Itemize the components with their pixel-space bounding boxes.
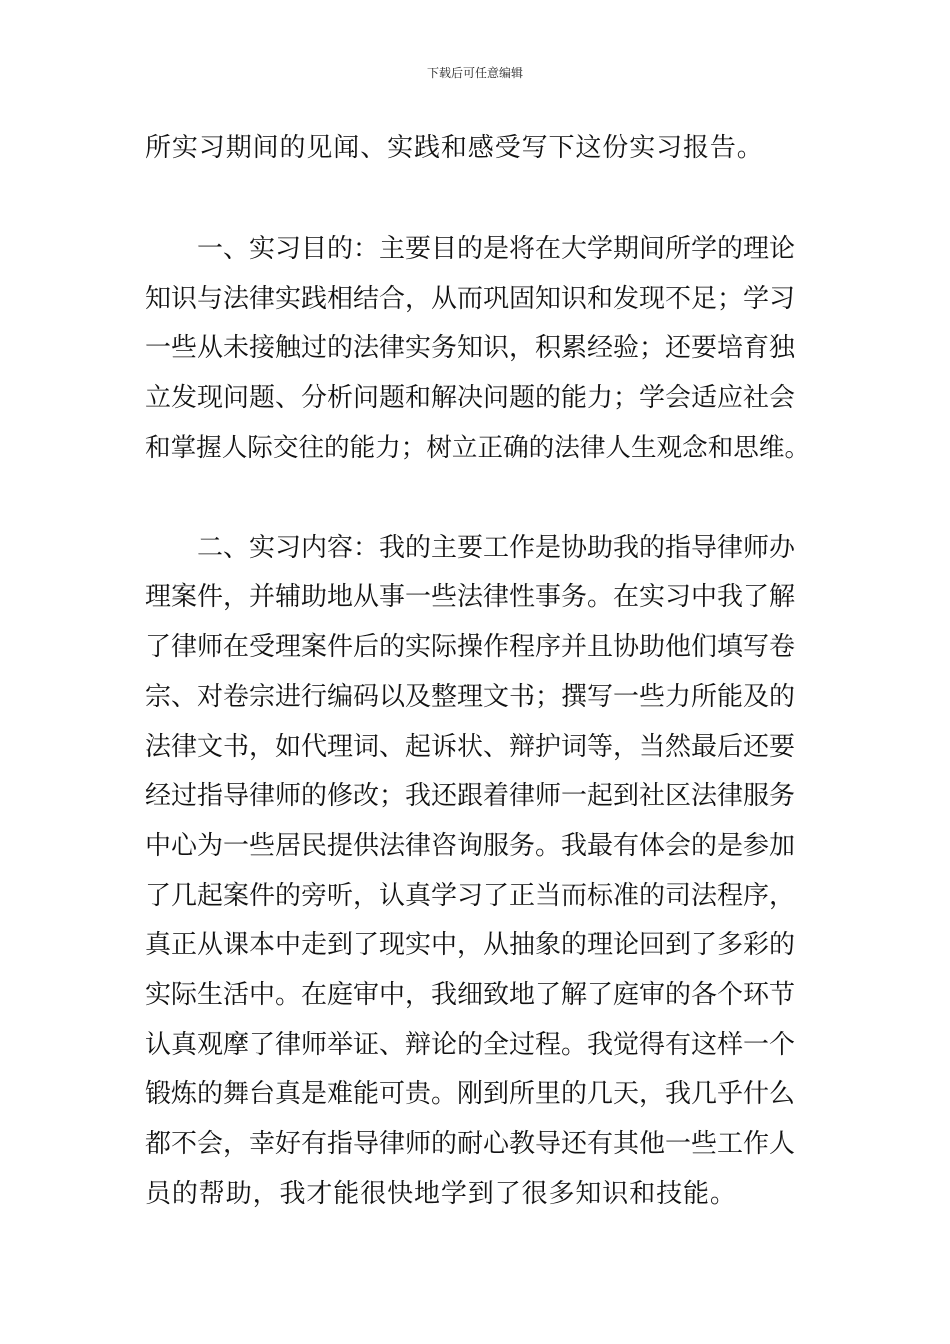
text-line: 一些从未接触过的法律实务知识，积累经验；还要培育独	[145, 333, 796, 363]
text-line: 了几起案件的旁听，认真学习了正当而标准的司法程序，	[145, 881, 796, 911]
text-line: 经过指导律师的修改；我还跟着律师一起到社区法律服务	[145, 781, 796, 811]
page-header: 下载后可任意编辑	[426, 66, 523, 80]
text-line: 和掌握人际交往的能力；树立正确的法律人生观念和思维。	[145, 433, 811, 463]
text-line: 所实习期间的见闻、实践和感受写下这份实习报告。	[145, 133, 764, 163]
text-line: 锻炼的舞台真是难能可贵。刚到所里的几天，我几乎什么	[145, 1079, 796, 1109]
text-line: 知识与法律实践相结合，从而巩固知识和发现不足；学习	[145, 284, 796, 314]
text-line: 员的帮助，我才能很快地学到了很多知识和技能。	[145, 1179, 737, 1209]
text-line: 真正从课本中走到了现实中，从抽象的理论回到了多彩的	[145, 930, 796, 960]
text-line: 二、实习内容：我的主要工作是协助我的指导律师办	[197, 533, 796, 563]
text-line: 一、实习目的：主要目的是将在大学期间所学的理论	[197, 234, 796, 264]
text-line: 理案件，并辅助地从事一些法律性事务。在实习中我了解	[145, 582, 796, 612]
text-line: 宗、对卷宗进行编码以及整理文书；撰写一些力所能及的	[145, 682, 796, 712]
text-line: 法律文书，如代理词、起诉状、辩护词等，当然最后还要	[145, 732, 796, 762]
text-line: 认真观摩了律师举证、辩论的全过程。我觉得有这样一个	[145, 1030, 796, 1060]
text-line: 都不会，幸好有指导律师的耐心教导还有其他一些工作人	[145, 1129, 796, 1159]
text-line: 了律师在受理案件后的实际操作程序并且协助他们填写卷	[145, 632, 796, 662]
text-line: 立发现问题、分析问题和解决问题的能力；学会适应社会	[145, 383, 796, 413]
text-line: 中心为一些居民提供法律咨询服务。我最有体会的是参加	[145, 831, 796, 861]
text-line: 实际生活中。在庭审中，我细致地了解了庭审的各个环节	[145, 980, 796, 1010]
